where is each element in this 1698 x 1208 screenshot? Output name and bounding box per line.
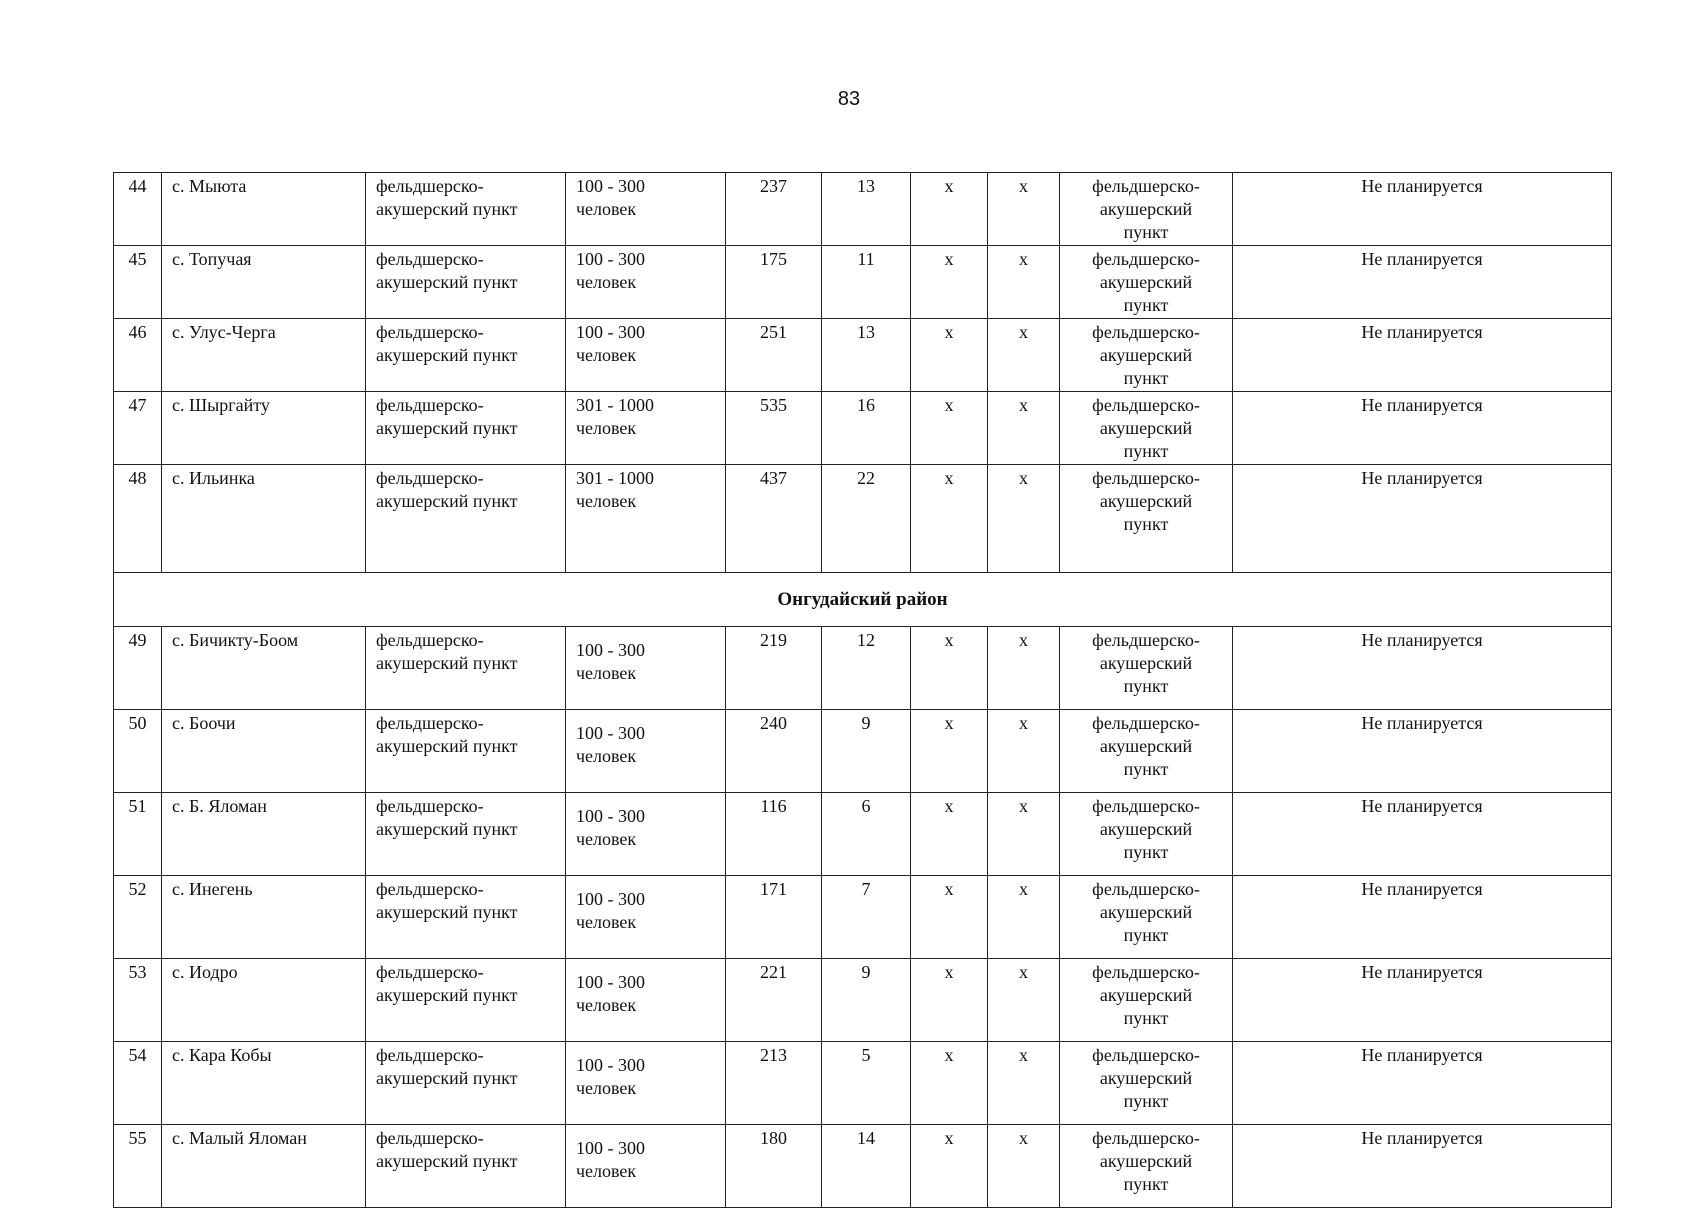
plan-status: Не планируется [1233, 710, 1612, 793]
mark-cell: х [988, 465, 1060, 573]
facility-type-line: акушерский пункт [376, 345, 518, 365]
row-number: 45 [114, 246, 162, 319]
facility-type [366, 465, 566, 573]
table-row [114, 319, 1612, 392]
population-range-line: человек [576, 995, 637, 1015]
distance-value: 5 [822, 1042, 911, 1125]
plan-status: Не планируется [1233, 392, 1612, 465]
population-range-line: 100 - 300 [576, 972, 645, 992]
planned-facility-line: пункт [1123, 368, 1169, 388]
mark-cell: х [988, 1125, 1060, 1208]
row-number: 52 [114, 876, 162, 959]
planned-facility-line: акушерский [1099, 199, 1193, 219]
facility-type [366, 319, 566, 392]
settlement-name: с. Ильинка [162, 465, 366, 573]
facility-type [366, 627, 566, 710]
facility-type-line: акушерский пункт [376, 199, 518, 219]
planned-facility [1060, 246, 1233, 319]
plan-status: Не планируется [1233, 876, 1612, 959]
facility-type-line: акушерский пункт [376, 653, 518, 673]
population-range-line: 100 - 300 [576, 889, 645, 909]
planned-facility-line: акушерский [1099, 1151, 1193, 1171]
planned-facility-line: фельдшерско- [1092, 713, 1200, 733]
planned-facility [1060, 793, 1233, 876]
facility-type-line: акушерский пункт [376, 272, 518, 292]
mark-cell: х [988, 627, 1060, 710]
plan-status: Не планируется [1233, 1042, 1612, 1125]
facility-type-line: фельдшерско- [376, 630, 484, 650]
mark-cell: х [988, 793, 1060, 876]
table-row [114, 1042, 1612, 1125]
population-value: 116 [726, 793, 822, 876]
mark-cell: х [911, 876, 988, 959]
facility-type-line: акушерский пункт [376, 491, 518, 511]
population-range-line: 100 - 300 [576, 640, 645, 660]
planned-facility [1060, 392, 1233, 465]
settlement-name: с. Топучая [162, 246, 366, 319]
population-range-line: человек [576, 418, 637, 438]
planned-facility-line: акушерский [1099, 819, 1193, 839]
planned-facility-line: акушерский [1099, 345, 1193, 365]
facility-type-line: акушерский пункт [376, 902, 518, 922]
facility-type-line: фельдшерско- [376, 468, 484, 488]
plan-status: Не планируется [1233, 319, 1612, 392]
row-number: 47 [114, 392, 162, 465]
planned-facility-line: фельдшерско- [1092, 176, 1200, 196]
population-range [566, 627, 726, 710]
distance-value: 7 [822, 876, 911, 959]
planned-facility-line: фельдшерско- [1092, 879, 1200, 899]
table-row [114, 465, 1612, 573]
population-range-line: 100 - 300 [576, 806, 645, 826]
planned-facility [1060, 959, 1233, 1042]
table-row [114, 627, 1612, 710]
plan-status: Не планируется [1233, 465, 1612, 573]
page-number: 83 [837, 88, 861, 110]
facility-type [366, 710, 566, 793]
table-row [114, 959, 1612, 1042]
mark-cell: х [988, 876, 1060, 959]
distance-value: 6 [822, 793, 911, 876]
planned-facility-line: пункт [1123, 1091, 1169, 1111]
population-range-line: 100 - 300 [576, 176, 645, 196]
facility-type [366, 793, 566, 876]
settlement-name: с. Мыюта [162, 173, 366, 246]
planned-facility-line: фельдшерско- [1092, 468, 1200, 488]
population-range-line: человек [576, 663, 637, 683]
population-range [566, 319, 726, 392]
facility-type [366, 959, 566, 1042]
mark-cell: х [911, 246, 988, 319]
planned-facility-line: фельдшерско- [1092, 962, 1200, 982]
section-row [114, 573, 1612, 627]
planned-facility-line: пункт [1123, 676, 1169, 696]
facility-type [366, 1042, 566, 1125]
row-number: 54 [114, 1042, 162, 1125]
plan-status: Не планируется [1233, 627, 1612, 710]
population-range-line: человек [576, 912, 637, 932]
plan-status: Не планируется [1233, 1125, 1612, 1208]
row-number: 48 [114, 465, 162, 573]
mark-cell: х [911, 1125, 988, 1208]
population-range [566, 246, 726, 319]
population-range [566, 1042, 726, 1125]
population-value: 535 [726, 392, 822, 465]
facilities-table [113, 172, 1612, 1208]
population-range-line: 301 - 1000 [576, 468, 654, 488]
planned-facility-line: фельдшерско- [1092, 630, 1200, 650]
facility-type-line: фельдшерско- [376, 1128, 484, 1148]
population-value: 213 [726, 1042, 822, 1125]
settlement-name: с. Шыргайту [162, 392, 366, 465]
settlement-name: с. Инегень [162, 876, 366, 959]
mark-cell: х [988, 319, 1060, 392]
facility-type-line: фельдшерско- [376, 1045, 484, 1065]
planned-facility-line: фельдшерско- [1092, 796, 1200, 816]
row-number: 53 [114, 959, 162, 1042]
facility-type-line: акушерский пункт [376, 819, 518, 839]
planned-facility-line: акушерский [1099, 491, 1193, 511]
mark-cell: х [911, 1042, 988, 1125]
population-range-line: 100 - 300 [576, 723, 645, 743]
plan-status: Не планируется [1233, 173, 1612, 246]
mark-cell: х [988, 246, 1060, 319]
mark-cell: х [988, 710, 1060, 793]
planned-facility-line: фельдшерско- [1092, 249, 1200, 269]
planned-facility-line: фельдшерско- [1092, 1128, 1200, 1148]
population-range-line: человек [576, 746, 637, 766]
population-range-line: человек [576, 1078, 637, 1098]
settlement-name: с. Иодро [162, 959, 366, 1042]
population-range [566, 876, 726, 959]
planned-facility-line: фельдшерско- [1092, 395, 1200, 415]
planned-facility-line: пункт [1123, 441, 1169, 461]
section-title: Онгудайский район [114, 573, 1612, 627]
planned-facility [1060, 319, 1233, 392]
facility-type [366, 1125, 566, 1208]
population-value: 237 [726, 173, 822, 246]
planned-facility-line: пункт [1123, 514, 1169, 534]
planned-facility-line: акушерский [1099, 418, 1193, 438]
table-row [114, 246, 1612, 319]
planned-facility [1060, 1042, 1233, 1125]
planned-facility [1060, 465, 1233, 573]
planned-facility [1060, 876, 1233, 959]
mark-cell: х [911, 959, 988, 1042]
table-row [114, 1125, 1612, 1208]
population-range-line: человек [576, 345, 637, 365]
distance-value: 13 [822, 173, 911, 246]
plan-status: Не планируется [1233, 959, 1612, 1042]
plan-status: Не планируется [1233, 246, 1612, 319]
table-body [114, 173, 1612, 1208]
table-row [114, 173, 1612, 246]
planned-facility [1060, 627, 1233, 710]
facility-type [366, 392, 566, 465]
population-value: 175 [726, 246, 822, 319]
population-value: 437 [726, 465, 822, 573]
facility-type-line: фельдшерско- [376, 176, 484, 196]
population-value: 251 [726, 319, 822, 392]
population-range [566, 173, 726, 246]
row-number: 55 [114, 1125, 162, 1208]
row-number: 51 [114, 793, 162, 876]
planned-facility-line: акушерский [1099, 653, 1193, 673]
population-range-line: 100 - 300 [576, 1138, 645, 1158]
mark-cell: х [911, 465, 988, 573]
facility-type-line: фельдшерско- [376, 879, 484, 899]
mark-cell: х [988, 959, 1060, 1042]
planned-facility-line: акушерский [1099, 736, 1193, 756]
facility-type-line: фельдшерско- [376, 249, 484, 269]
population-range [566, 392, 726, 465]
facility-type-line: акушерский пункт [376, 1151, 518, 1171]
table-row [114, 392, 1612, 465]
planned-facility [1060, 173, 1233, 246]
distance-value: 9 [822, 710, 911, 793]
facility-type-line: фельдшерско- [376, 962, 484, 982]
row-number: 49 [114, 627, 162, 710]
planned-facility-line: фельдшерско- [1092, 322, 1200, 342]
facility-type-line: фельдшерско- [376, 713, 484, 733]
planned-facility-line: пункт [1123, 1174, 1169, 1194]
planned-facility-line: пункт [1123, 925, 1169, 945]
distance-value: 12 [822, 627, 911, 710]
mark-cell: х [911, 319, 988, 392]
planned-facility-line: акушерский [1099, 1068, 1193, 1088]
facility-type-line: фельдшерско- [376, 796, 484, 816]
planned-facility-line: фельдшерско- [1092, 1045, 1200, 1065]
population-range-line: человек [576, 829, 637, 849]
facility-type-line: акушерский пункт [376, 985, 518, 1005]
population-range-line: 301 - 1000 [576, 395, 654, 415]
mark-cell: х [911, 627, 988, 710]
facility-type-line: акушерский пункт [376, 1068, 518, 1088]
mark-cell: х [988, 1042, 1060, 1125]
population-range-line: человек [576, 199, 637, 219]
planned-facility-line: акушерский [1099, 272, 1193, 292]
table-row [114, 793, 1612, 876]
distance-value: 16 [822, 392, 911, 465]
settlement-name: с. Малый Яломан [162, 1125, 366, 1208]
facility-type [366, 173, 566, 246]
mark-cell: х [911, 173, 988, 246]
plan-status: Не планируется [1233, 793, 1612, 876]
population-range-line: 100 - 300 [576, 1055, 645, 1075]
population-value: 221 [726, 959, 822, 1042]
distance-value: 22 [822, 465, 911, 573]
settlement-name: с. Бичикту-Боом [162, 627, 366, 710]
population-value: 219 [726, 627, 822, 710]
population-range-line: 100 - 300 [576, 322, 645, 342]
facility-type-line: фельдшерско- [376, 395, 484, 415]
facility-type [366, 876, 566, 959]
population-value: 171 [726, 876, 822, 959]
settlement-name: с. Б. Яломан [162, 793, 366, 876]
planned-facility-line: пункт [1123, 295, 1169, 315]
mark-cell: х [911, 710, 988, 793]
planned-facility-line: пункт [1123, 842, 1169, 862]
distance-value: 13 [822, 319, 911, 392]
planned-facility-line: акушерский [1099, 985, 1193, 1005]
population-range-line: человек [576, 272, 637, 292]
population-range [566, 793, 726, 876]
planned-facility-line: пункт [1123, 759, 1169, 779]
mark-cell: х [988, 392, 1060, 465]
facility-type-line: акушерский пункт [376, 418, 518, 438]
planned-facility-line: пункт [1123, 222, 1169, 242]
settlement-name: с. Боочи [162, 710, 366, 793]
facility-type [366, 246, 566, 319]
population-value: 180 [726, 1125, 822, 1208]
population-range [566, 710, 726, 793]
planned-facility [1060, 710, 1233, 793]
distance-value: 14 [822, 1125, 911, 1208]
population-range [566, 465, 726, 573]
planned-facility [1060, 1125, 1233, 1208]
settlement-name: с. Кара Кобы [162, 1042, 366, 1125]
settlement-name: с. Улус-Черга [162, 319, 366, 392]
population-range-line: 100 - 300 [576, 249, 645, 269]
table-row [114, 710, 1612, 793]
planned-facility-line: пункт [1123, 1008, 1169, 1028]
table-row [114, 876, 1612, 959]
population-range-line: человек [576, 1161, 637, 1181]
population-range [566, 959, 726, 1042]
row-number: 46 [114, 319, 162, 392]
facility-type-line: акушерский пункт [376, 736, 518, 756]
population-range-line: человек [576, 491, 637, 511]
population-range [566, 1125, 726, 1208]
facility-type-line: фельдшерско- [376, 322, 484, 342]
row-number: 44 [114, 173, 162, 246]
planned-facility-line: акушерский [1099, 902, 1193, 922]
population-value: 240 [726, 710, 822, 793]
distance-value: 9 [822, 959, 911, 1042]
mark-cell: х [911, 793, 988, 876]
row-number: 50 [114, 710, 162, 793]
mark-cell: х [911, 392, 988, 465]
distance-value: 11 [822, 246, 911, 319]
mark-cell: х [988, 173, 1060, 246]
